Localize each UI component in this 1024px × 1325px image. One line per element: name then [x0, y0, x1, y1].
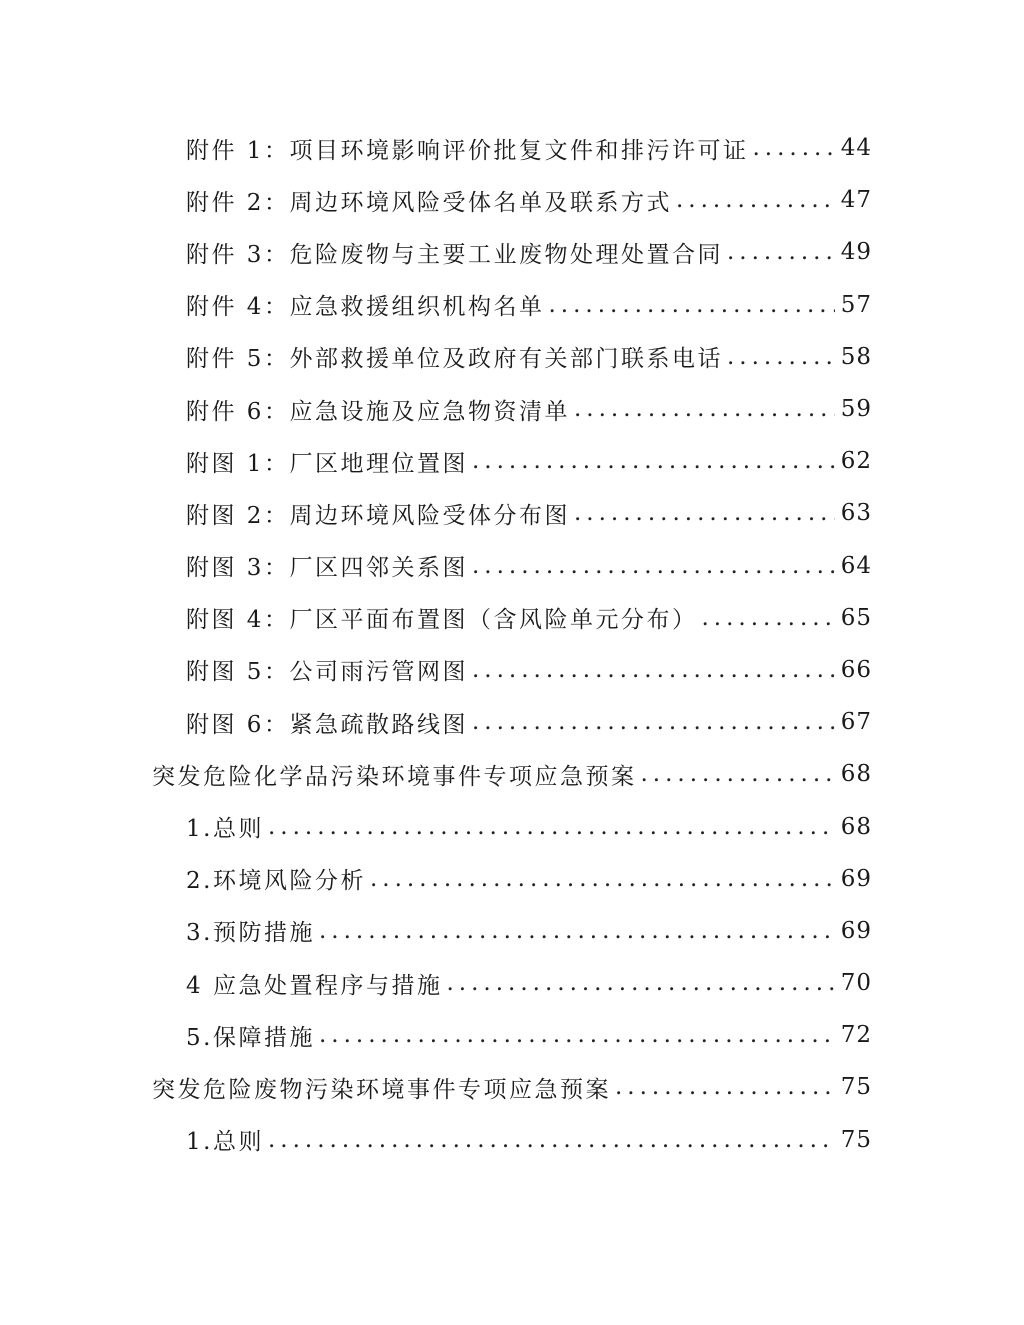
toc-page-number: 70	[840, 970, 872, 997]
toc-entry-title: 2.环境风险分析	[186, 868, 366, 895]
toc-dot-leader	[472, 448, 835, 474]
toc-dot-leader	[574, 396, 835, 422]
toc-page-number: 69	[840, 917, 872, 944]
toc-subentry[interactable]	[0, 1009, 1024, 1061]
toc-entry-title: 附件 2：周边环境风险受体名单及联系方式	[186, 189, 672, 216]
toc-dot-leader	[701, 605, 834, 631]
toc-entry-title: 3.预防措施	[186, 920, 315, 947]
toc-entry-title: 附件 6：应急设施及应急物资清单	[186, 398, 570, 425]
toc-entry-title: 附图 5：公司雨污管网图	[186, 659, 468, 686]
toc-entry-title: 附件 1：项目环境影响评价批复文件和排污许可证	[186, 137, 749, 164]
toc-subentry[interactable]	[0, 853, 1024, 905]
toc-dot-leader	[727, 239, 835, 265]
toc-dot-leader	[370, 866, 835, 892]
toc-entry-title: 4 应急处置程序与措施	[186, 972, 443, 999]
toc-page-number: 44	[840, 135, 872, 162]
toc-page-number: 68	[840, 813, 872, 840]
toc-page-number: 58	[840, 343, 872, 370]
toc-subentry[interactable]	[0, 487, 1024, 539]
toc-dot-leader	[548, 292, 834, 318]
toc-dot-leader	[641, 761, 835, 787]
toc-dot-leader	[472, 553, 835, 579]
toc-subentry[interactable]	[0, 957, 1024, 1009]
toc-subentry[interactable]	[0, 435, 1024, 487]
toc-page-number: 63	[840, 500, 872, 527]
toc-subentry[interactable]	[0, 800, 1024, 852]
toc-dot-leader	[615, 1074, 835, 1100]
toc-dot-leader	[268, 1127, 835, 1153]
toc-page-number: 69	[840, 865, 872, 892]
toc-entry-title: 附图 6：紧急疏散路线图	[186, 711, 468, 738]
toc-entry-title: 附件 5：外部救援单位及政府有关部门联系电话	[186, 346, 723, 373]
toc-entry-title: 附图 4：厂区平面布置图（含风险单元分布）	[186, 607, 698, 634]
toc-dot-leader	[574, 500, 835, 526]
toc-page-number: 68	[840, 761, 872, 788]
toc-page-number: 49	[840, 239, 872, 266]
toc-entry-title: 附件 3：危险废物与主要工业废物处理处置合同	[186, 241, 723, 268]
toc-section-entry[interactable]	[0, 748, 1024, 800]
toc-dot-leader	[446, 970, 834, 996]
toc-dot-leader	[676, 187, 835, 213]
toc-page-number: 57	[840, 291, 872, 318]
toc-dot-leader	[727, 344, 835, 370]
toc-subentry[interactable]	[0, 644, 1024, 696]
toc-page-number: 62	[840, 448, 872, 475]
toc-entry-title: 附图 1：厂区地理位置图	[186, 450, 468, 477]
toc-dot-leader	[319, 1022, 835, 1048]
toc-subentry[interactable]	[0, 226, 1024, 278]
toc-page-number: 64	[840, 552, 872, 579]
toc-entry-title: 附件 4：应急救援组织机构名单	[186, 294, 545, 321]
toc-dot-leader	[268, 814, 835, 840]
toc-page-number: 65	[840, 604, 872, 631]
toc-subentry[interactable]	[0, 383, 1024, 435]
toc-entry-title: 1.总则	[186, 816, 264, 843]
toc-subentry[interactable]	[0, 174, 1024, 226]
toc-section-entry[interactable]	[0, 1061, 1024, 1113]
toc-subentry[interactable]	[0, 279, 1024, 331]
toc-dot-leader	[472, 709, 835, 735]
toc-entry-title: 突发危险化学品污染环境事件专项应急预案	[152, 763, 637, 790]
toc-subentry[interactable]	[0, 905, 1024, 957]
toc-page-number: 67	[840, 709, 872, 736]
toc-entry-title: 突发危险废物污染环境事件专项应急预案	[152, 1076, 611, 1103]
toc-subentry[interactable]	[0, 122, 1024, 174]
toc-page-number: 47	[840, 187, 872, 214]
toc-entry-title: 附图 3：厂区四邻关系图	[186, 555, 468, 582]
toc-dot-leader	[752, 135, 834, 161]
toc-subentry[interactable]	[0, 696, 1024, 748]
toc-page-number: 75	[840, 1126, 872, 1153]
toc-subentry[interactable]	[0, 540, 1024, 592]
toc-page-number: 72	[840, 1022, 872, 1049]
toc-entry-title: 5.保障措施	[186, 1024, 315, 1051]
toc-subentry[interactable]	[0, 592, 1024, 644]
toc-dot-leader	[319, 918, 835, 944]
toc-page-number: 59	[840, 396, 872, 423]
table-of-contents	[0, 122, 1024, 1166]
toc-page-number: 66	[840, 656, 872, 683]
toc-dot-leader	[472, 657, 835, 683]
toc-subentry[interactable]	[0, 1114, 1024, 1166]
toc-entry-title: 附图 2：周边环境风险受体分布图	[186, 502, 570, 529]
toc-subentry[interactable]	[0, 331, 1024, 383]
toc-entry-title: 1.总则	[186, 1129, 264, 1156]
toc-page-number: 75	[840, 1074, 872, 1101]
